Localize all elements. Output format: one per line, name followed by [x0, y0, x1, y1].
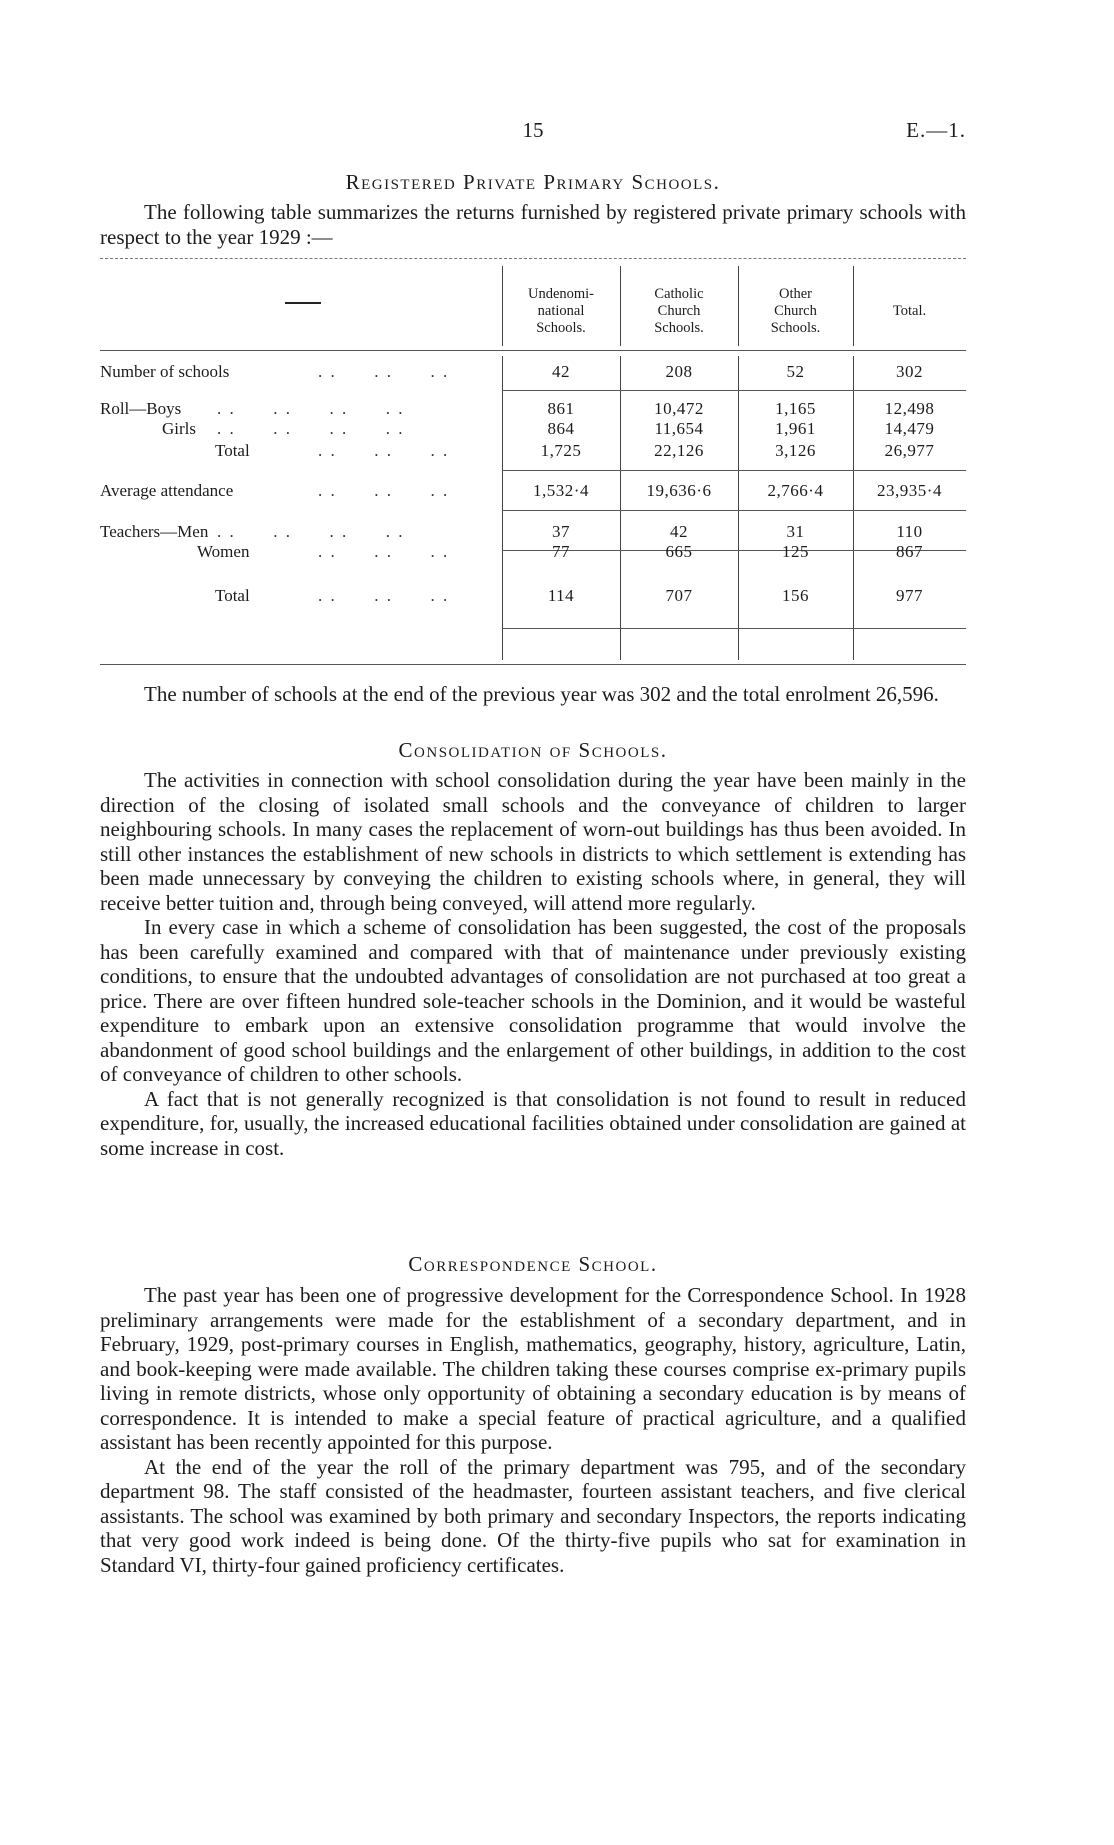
- dot-leaders: . . . . . .: [318, 542, 450, 561]
- consolidation-paragraph: The activities in connection with school consolidation during the year have been mainly in the direction of the closing of isolated small schools and the conveyance of children to larger neighbouring schools. In many cases the replacement of worn-out buildings has thus been avoided. In still other instances the establishment of new schools in districts to which settlement is extending has been made unnecessary by conveying the children to existing schools where, in general, they will receive better tuition and, through being conveyed, will attend more regularly.: [100, 768, 966, 915]
- table-cell: 23,935·4: [877, 481, 942, 500]
- row-rule: [502, 390, 966, 391]
- table-cell: 77: [552, 542, 570, 561]
- page-number: 15: [522, 118, 544, 142]
- table-cell: 208: [665, 362, 693, 381]
- registered-schools-intro: The following table summarizes the returns furnished by registered private primary schools with respect to the year 1929 :—: [100, 200, 966, 249]
- consolidation-paragraph: In every case in which a scheme of consolidation has been suggested, the cost of the proposals has been carefully examined and compared with that of maintenance under previously existing conditions, to ensure that the undoubted advantages of consolidation are not purchased at too great a price. There are over fifteen hundred sole-teacher schools in the Dominion, and it would be wasteful expenditure to embark upon an extensive consolidation programme that would involve the abandonment of good school buildings and the enlargement of other buildings, in addition to the cost of conveyance of children to other schools.: [100, 915, 966, 1086]
- row-label-average-attendance: Average attendance: [100, 481, 234, 500]
- correspondence-section: [100, 1283, 966, 1577]
- column-header-total: [853, 276, 966, 346]
- previous-year-paragraph: The number of schools at the end of the previous year was 302 and the total enrolment 26,596.: [144, 682, 939, 706]
- table-cell: 19,636·6: [646, 481, 712, 500]
- table-cell: 14,479: [884, 419, 935, 438]
- correspondence-paragraph: At the end of the year the roll of the primary department was 795, and of the secondary department 98. The staff consisted of the headmaster, fourteen assistant teachers, and five clerical assistants. The school was examined by both primary and secondary Inspectors, the reports indicating that very good work indeed is being done. Of the thirty-five pupils who sat for examination in Standard VI, thirty-four gained proficiency certificates.: [100, 1454, 966, 1577]
- table-cell: 26,977: [884, 441, 935, 460]
- dot-leaders: . . . . . . . .: [217, 522, 405, 541]
- table-cell: 52: [786, 362, 805, 381]
- table-cell: 11,654: [654, 419, 704, 438]
- row-rule: [502, 510, 966, 511]
- table-cell: 42: [552, 362, 570, 381]
- table-cell: 3,126: [775, 441, 816, 460]
- column-header-other-church: [738, 276, 853, 346]
- dot-leaders: . . . . . .: [318, 441, 450, 460]
- dot-leaders: . . . . . .: [318, 586, 450, 605]
- column-header-line: Other: [778, 285, 812, 302]
- column-header-line: Catholic: [654, 285, 704, 302]
- row-label-teachers-men: Teachers—Men: [100, 522, 209, 541]
- dot-leaders: . . . . . .: [318, 362, 450, 381]
- table-cell: 114: [547, 586, 575, 605]
- column-header-line: Church: [774, 302, 817, 319]
- consolidation-heading: Consolidation of Schools.: [398, 738, 668, 762]
- private-schools-table: [100, 258, 966, 668]
- table-cell: 302: [896, 362, 923, 381]
- row-label-number-of-schools: Number of schools: [100, 362, 230, 381]
- table-cell: 31: [786, 522, 805, 541]
- stub-header-dash: [285, 302, 321, 304]
- consolidation-section: [100, 768, 966, 1160]
- correspondence-paragraph: The past year has been one of progressive development for the Correspondence School. In 1928 preliminary arrangements were made for the establishment of a secondary department, and in February, 1929, post-primary courses in English, mathematics, geography, history, agriculture, Latin, and book-keeping were made available. The children taking these courses comprise ex-primary pupils living in remote districts, whose only opportunity of obtaining a secondary education is by means of correspondence. It is intended to make a special feature of practical agriculture, and a qualified assistant has been recently appointed for this purpose.: [100, 1283, 966, 1454]
- correspondence-heading: Correspondence School.: [408, 1252, 658, 1276]
- table-cell: 867: [896, 542, 923, 561]
- row-label-teachers-women: Women: [197, 542, 250, 561]
- consolidation-paragraph: A fact that is not generally recognized is that consolidation is not found to result in reduced expenditure, for, usually, the increased educational facilities obtained under consolidation are gained at some increase in cost.: [100, 1086, 966, 1160]
- column-header-line: Schools.: [536, 319, 586, 336]
- dot-leaders: . . . . . . . .: [217, 399, 405, 418]
- column-header-line: Church: [657, 302, 701, 319]
- report-code: E.—1.: [906, 118, 966, 142]
- row-rule: [502, 628, 966, 629]
- row-rule: [502, 470, 966, 471]
- table-bottom-rule: [100, 664, 966, 665]
- column-header-line: Total.: [892, 302, 927, 319]
- column-header-line: Schools.: [654, 319, 704, 336]
- table-cell: 1,725: [540, 441, 582, 460]
- dot-leaders: . . . . . . . .: [217, 419, 405, 438]
- row-label-teachers-total: Total: [215, 586, 250, 605]
- table-cell: 1,961: [775, 419, 816, 438]
- column-header-line: Undenomi-: [527, 285, 595, 302]
- table-cell: 10,472: [654, 399, 704, 418]
- table-cell: 42: [670, 522, 688, 541]
- row-label-roll-total: Total: [215, 441, 250, 460]
- page-header: [100, 118, 966, 148]
- column-header-undenominational: [502, 276, 620, 346]
- table-cell: 1,532·4: [533, 481, 589, 500]
- table-cell: 125: [782, 542, 809, 561]
- table-cell: 2,766·4: [767, 481, 824, 500]
- table-cell: 864: [547, 419, 575, 438]
- table-header-rule: [100, 350, 966, 351]
- table-cell: 37: [552, 522, 570, 541]
- column-header-line: national: [537, 302, 585, 319]
- column-header-catholic: [620, 276, 738, 346]
- table-cell: 707: [665, 586, 693, 605]
- table-cell: 110: [896, 522, 923, 541]
- table-cell: 12,498: [884, 399, 935, 418]
- row-label-roll-girls: Girls: [162, 419, 196, 438]
- table-cell: 665: [665, 542, 693, 561]
- table-cell: 1,165: [775, 399, 816, 418]
- table-cell: 861: [547, 399, 575, 418]
- table-cell: 977: [896, 586, 923, 605]
- registered-schools-heading: Registered Private Primary Schools.: [345, 170, 721, 194]
- table-top-rule: [100, 258, 966, 259]
- table-cell: 22,126: [654, 441, 704, 460]
- row-label-roll-boys: Roll—Boys: [100, 399, 182, 418]
- column-header-line: Schools.: [770, 319, 821, 336]
- table-cell: 156: [782, 586, 809, 605]
- dot-leaders: . . . . . .: [318, 481, 450, 500]
